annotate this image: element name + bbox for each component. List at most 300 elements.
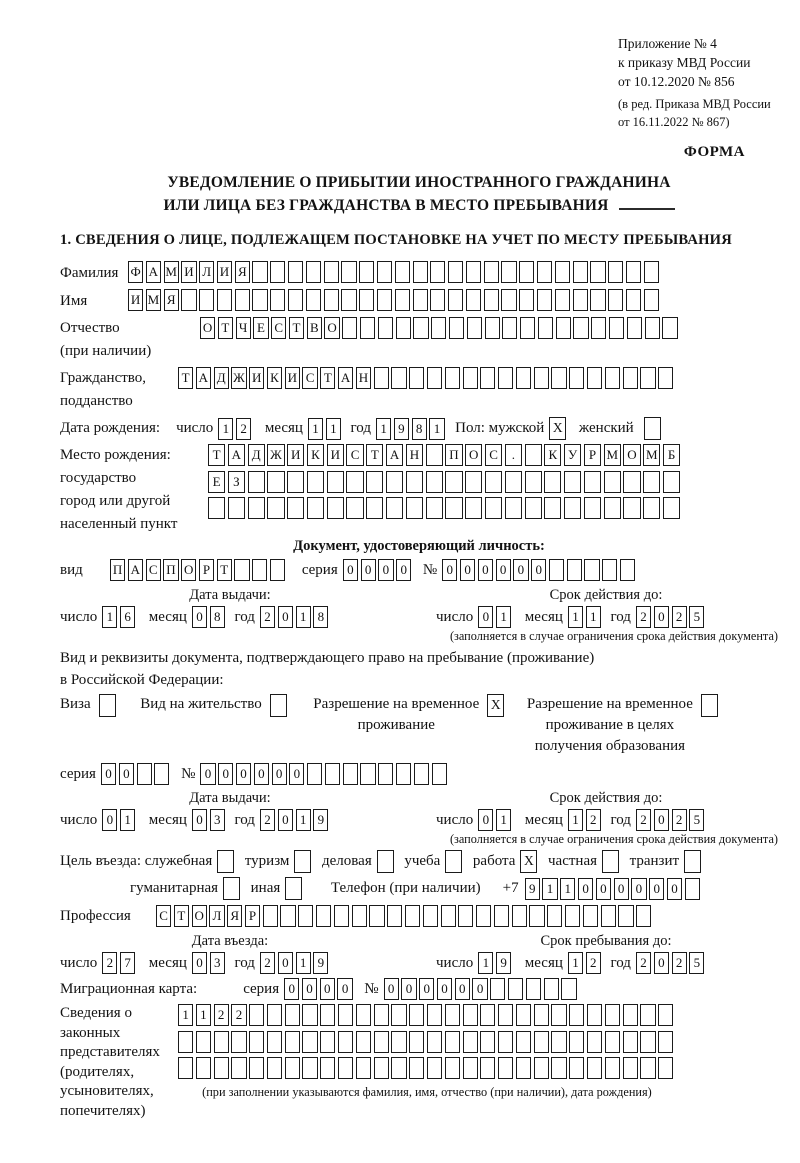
- char-box[interactable]: Ф: [128, 261, 143, 283]
- char-box[interactable]: [605, 367, 620, 389]
- char-box[interactable]: [427, 367, 442, 389]
- char-box[interactable]: 0: [378, 559, 393, 581]
- char-box[interactable]: [590, 261, 605, 283]
- char-box[interactable]: [445, 1004, 460, 1026]
- char-box[interactable]: [263, 905, 278, 927]
- char-box[interactable]: [626, 289, 641, 311]
- char-box[interactable]: [369, 905, 384, 927]
- char-box[interactable]: [551, 1004, 566, 1026]
- char-box[interactable]: З: [228, 471, 245, 493]
- char-box[interactable]: [178, 1057, 193, 1079]
- char-box[interactable]: И: [128, 289, 143, 311]
- char-box[interactable]: [267, 1031, 282, 1053]
- char-box[interactable]: [565, 905, 580, 927]
- char-box[interactable]: 0: [361, 559, 376, 581]
- char-box[interactable]: 2: [260, 952, 275, 974]
- char-box[interactable]: [231, 1031, 246, 1053]
- char-box[interactable]: [618, 905, 633, 927]
- char-box[interactable]: [498, 367, 513, 389]
- char-box[interactable]: [298, 905, 313, 927]
- char-box[interactable]: 0: [119, 763, 134, 785]
- char-box[interactable]: [445, 367, 460, 389]
- char-box[interactable]: [525, 497, 542, 519]
- char-box[interactable]: [658, 367, 673, 389]
- char-box[interactable]: [306, 261, 321, 283]
- char-box[interactable]: [465, 497, 482, 519]
- char-box[interactable]: [285, 1057, 300, 1079]
- char-box[interactable]: [427, 1004, 442, 1026]
- char-box[interactable]: [267, 471, 284, 493]
- char-box[interactable]: [609, 317, 624, 339]
- char-box[interactable]: 0: [218, 763, 233, 785]
- char-box[interactable]: [623, 497, 640, 519]
- char-box[interactable]: [302, 1057, 317, 1079]
- char-box[interactable]: [413, 317, 428, 339]
- char-box[interactable]: [463, 1031, 478, 1053]
- char-box[interactable]: [327, 471, 344, 493]
- char-box[interactable]: [409, 1057, 424, 1079]
- char-box[interactable]: 0: [284, 978, 299, 1000]
- char-box[interactable]: [307, 497, 324, 519]
- char-box[interactable]: 0: [102, 809, 117, 831]
- char-box[interactable]: [366, 497, 383, 519]
- char-box[interactable]: 0: [455, 978, 470, 1000]
- char-box[interactable]: О: [324, 317, 339, 339]
- char-box[interactable]: [701, 694, 718, 717]
- char-box[interactable]: 0: [254, 763, 269, 785]
- char-box[interactable]: [427, 1057, 442, 1079]
- char-box[interactable]: 2: [672, 809, 687, 831]
- char-box[interactable]: К: [544, 444, 561, 466]
- char-box[interactable]: [569, 1004, 584, 1026]
- char-box[interactable]: 2: [586, 809, 601, 831]
- char-box[interactable]: 2: [636, 809, 651, 831]
- char-box[interactable]: 0: [320, 978, 335, 1000]
- char-box[interactable]: [386, 471, 403, 493]
- char-box[interactable]: 2: [636, 606, 651, 628]
- char-box[interactable]: Т: [208, 444, 225, 466]
- char-box[interactable]: А: [338, 367, 353, 389]
- char-box[interactable]: .: [505, 444, 522, 466]
- char-box[interactable]: 8: [210, 606, 225, 628]
- char-box[interactable]: [516, 367, 531, 389]
- char-box[interactable]: [640, 367, 655, 389]
- char-box[interactable]: [445, 1057, 460, 1079]
- char-box[interactable]: К: [307, 444, 324, 466]
- char-box[interactable]: [463, 1004, 478, 1026]
- char-box[interactable]: [525, 471, 542, 493]
- char-box[interactable]: [485, 317, 500, 339]
- char-box[interactable]: 9: [496, 952, 511, 974]
- char-box[interactable]: Д: [214, 367, 229, 389]
- char-box[interactable]: [534, 1031, 549, 1053]
- char-box[interactable]: [643, 497, 660, 519]
- char-box[interactable]: [356, 1004, 371, 1026]
- char-box[interactable]: 1: [308, 418, 323, 440]
- char-box[interactable]: [662, 317, 677, 339]
- char-box[interactable]: [395, 289, 410, 311]
- char-box[interactable]: [448, 261, 463, 283]
- char-box[interactable]: [556, 317, 571, 339]
- char-box[interactable]: [252, 289, 267, 311]
- char-box[interactable]: [534, 1004, 549, 1026]
- char-box[interactable]: 0: [419, 978, 434, 1000]
- char-box[interactable]: 1: [478, 952, 493, 974]
- char-box[interactable]: [359, 261, 374, 283]
- char-box[interactable]: 2: [672, 952, 687, 974]
- char-box[interactable]: [406, 471, 423, 493]
- char-box[interactable]: [374, 1057, 389, 1079]
- char-box[interactable]: [430, 261, 445, 283]
- char-box[interactable]: [465, 471, 482, 493]
- char-box[interactable]: 1: [568, 606, 583, 628]
- char-box[interactable]: [249, 1031, 264, 1053]
- char-box[interactable]: [346, 471, 363, 493]
- char-box[interactable]: А: [146, 261, 161, 283]
- char-box[interactable]: [537, 289, 552, 311]
- char-box[interactable]: [409, 1004, 424, 1026]
- char-box[interactable]: [445, 850, 462, 873]
- char-box[interactable]: 0: [472, 978, 487, 1000]
- char-box[interactable]: 0: [278, 952, 293, 974]
- char-box[interactable]: 0: [478, 559, 493, 581]
- char-box[interactable]: 5: [689, 809, 704, 831]
- char-box[interactable]: Т: [174, 905, 189, 927]
- char-box[interactable]: С: [485, 444, 502, 466]
- char-box[interactable]: [445, 497, 462, 519]
- char-box[interactable]: [644, 261, 659, 283]
- char-box[interactable]: [544, 471, 561, 493]
- char-box[interactable]: [525, 444, 542, 466]
- char-box[interactable]: 1: [429, 418, 444, 440]
- char-box[interactable]: 0: [236, 763, 251, 785]
- char-box[interactable]: [547, 905, 562, 927]
- char-box[interactable]: [529, 905, 544, 927]
- char-box[interactable]: [587, 1057, 602, 1079]
- char-box[interactable]: [178, 1031, 193, 1053]
- char-box[interactable]: [620, 559, 635, 581]
- char-box[interactable]: 0: [667, 878, 682, 900]
- char-box[interactable]: 2: [102, 952, 117, 974]
- char-box[interactable]: [544, 497, 561, 519]
- char-box[interactable]: 0: [631, 878, 646, 900]
- char-box[interactable]: [267, 1057, 282, 1079]
- char-box[interactable]: [391, 367, 406, 389]
- char-box[interactable]: 0: [531, 559, 546, 581]
- char-box[interactable]: [583, 905, 598, 927]
- char-box[interactable]: [377, 289, 392, 311]
- char-box[interactable]: [343, 763, 358, 785]
- char-box[interactable]: 0: [101, 763, 116, 785]
- char-box[interactable]: [409, 1031, 424, 1053]
- char-box[interactable]: [287, 497, 304, 519]
- char-box[interactable]: [267, 497, 284, 519]
- char-box[interactable]: [316, 905, 331, 927]
- char-box[interactable]: [302, 1004, 317, 1026]
- char-box[interactable]: Е: [253, 317, 268, 339]
- char-box[interactable]: [516, 1004, 531, 1026]
- char-box[interactable]: [501, 261, 516, 283]
- char-box[interactable]: [307, 471, 324, 493]
- char-box[interactable]: 1: [542, 878, 557, 900]
- char-box[interactable]: [406, 497, 423, 519]
- char-box[interactable]: [644, 289, 659, 311]
- char-box[interactable]: 0: [614, 878, 629, 900]
- char-box[interactable]: [567, 559, 582, 581]
- char-box[interactable]: 0: [401, 978, 416, 1000]
- char-box[interactable]: [501, 289, 516, 311]
- char-box[interactable]: [307, 763, 322, 785]
- char-box[interactable]: Ж: [231, 367, 246, 389]
- char-box[interactable]: 8: [412, 418, 427, 440]
- char-box[interactable]: [658, 1004, 673, 1026]
- char-box[interactable]: [285, 877, 302, 900]
- char-box[interactable]: [441, 905, 456, 927]
- char-box[interactable]: [584, 471, 601, 493]
- char-box[interactable]: [248, 497, 265, 519]
- char-box[interactable]: [512, 905, 527, 927]
- char-box[interactable]: 1: [120, 809, 135, 831]
- char-box[interactable]: 2: [231, 1004, 246, 1026]
- char-box[interactable]: Р: [199, 559, 214, 581]
- char-box[interactable]: 1: [568, 809, 583, 831]
- char-box[interactable]: [467, 317, 482, 339]
- char-box[interactable]: 1: [196, 1004, 211, 1026]
- char-box[interactable]: 2: [586, 952, 601, 974]
- char-box[interactable]: [214, 1031, 229, 1053]
- char-box[interactable]: Т: [217, 559, 232, 581]
- char-box[interactable]: 1: [218, 418, 233, 440]
- char-box[interactable]: 0: [649, 878, 664, 900]
- char-box[interactable]: Т: [218, 317, 233, 339]
- char-box[interactable]: 0: [596, 878, 611, 900]
- char-box[interactable]: О: [465, 444, 482, 466]
- char-box[interactable]: [640, 1057, 655, 1079]
- char-box[interactable]: [601, 905, 616, 927]
- char-box[interactable]: [494, 905, 509, 927]
- char-box[interactable]: [480, 367, 495, 389]
- char-box[interactable]: [285, 1004, 300, 1026]
- char-box[interactable]: [623, 1004, 638, 1026]
- char-box[interactable]: [516, 1031, 531, 1053]
- char-box[interactable]: [430, 289, 445, 311]
- char-box[interactable]: [288, 261, 303, 283]
- char-box[interactable]: М: [604, 444, 621, 466]
- char-box[interactable]: О: [200, 317, 215, 339]
- char-box[interactable]: О: [623, 444, 640, 466]
- char-box[interactable]: [484, 261, 499, 283]
- char-box[interactable]: [228, 497, 245, 519]
- char-box[interactable]: 6: [120, 606, 135, 628]
- char-box[interactable]: [359, 289, 374, 311]
- char-box[interactable]: [409, 367, 424, 389]
- char-box[interactable]: 1: [496, 809, 511, 831]
- char-box[interactable]: 0: [496, 559, 511, 581]
- char-box[interactable]: [234, 559, 249, 581]
- char-box[interactable]: С: [146, 559, 161, 581]
- char-box[interactable]: [555, 261, 570, 283]
- char-box[interactable]: 0: [192, 809, 207, 831]
- char-box[interactable]: [602, 850, 619, 873]
- char-box[interactable]: [640, 1004, 655, 1026]
- char-box[interactable]: [636, 905, 651, 927]
- char-box[interactable]: С: [302, 367, 317, 389]
- char-box[interactable]: [395, 261, 410, 283]
- char-box[interactable]: [341, 289, 356, 311]
- char-box[interactable]: [285, 1031, 300, 1053]
- char-box[interactable]: [377, 261, 392, 283]
- char-box[interactable]: [396, 763, 411, 785]
- char-box[interactable]: П: [163, 559, 178, 581]
- char-box[interactable]: [549, 559, 564, 581]
- char-box[interactable]: [505, 471, 522, 493]
- char-box[interactable]: [360, 317, 375, 339]
- char-box[interactable]: [555, 289, 570, 311]
- char-box[interactable]: [252, 261, 267, 283]
- char-box[interactable]: [386, 497, 403, 519]
- char-box[interactable]: [396, 317, 411, 339]
- char-box[interactable]: 0: [478, 809, 493, 831]
- char-box[interactable]: [485, 471, 502, 493]
- char-box[interactable]: [217, 289, 232, 311]
- char-box[interactable]: 0: [460, 559, 475, 581]
- char-box[interactable]: О: [192, 905, 207, 927]
- char-box[interactable]: Л: [209, 905, 224, 927]
- char-box[interactable]: [137, 763, 152, 785]
- char-box[interactable]: [217, 850, 234, 873]
- char-box[interactable]: [338, 1031, 353, 1053]
- char-box[interactable]: [484, 289, 499, 311]
- char-box[interactable]: 0: [302, 978, 317, 1000]
- char-box[interactable]: 2: [214, 1004, 229, 1026]
- char-box[interactable]: [267, 1004, 282, 1026]
- char-box[interactable]: [320, 1057, 335, 1079]
- char-box[interactable]: [490, 978, 505, 1000]
- char-box[interactable]: 3: [210, 809, 225, 831]
- char-box[interactable]: Я: [164, 289, 179, 311]
- char-box[interactable]: [449, 317, 464, 339]
- char-box[interactable]: А: [196, 367, 211, 389]
- char-box[interactable]: Ч: [236, 317, 251, 339]
- char-box[interactable]: [320, 1031, 335, 1053]
- char-box[interactable]: [658, 1057, 673, 1079]
- char-box[interactable]: [360, 763, 375, 785]
- char-box[interactable]: [623, 1031, 638, 1053]
- char-box[interactable]: [463, 1057, 478, 1079]
- char-box[interactable]: [426, 497, 443, 519]
- char-box[interactable]: Н: [356, 367, 371, 389]
- char-box[interactable]: Ж: [267, 444, 284, 466]
- char-box[interactable]: [626, 261, 641, 283]
- char-box[interactable]: [623, 471, 640, 493]
- char-box[interactable]: [663, 497, 680, 519]
- char-box[interactable]: [249, 1057, 264, 1079]
- char-box[interactable]: [466, 261, 481, 283]
- char-box[interactable]: М: [643, 444, 660, 466]
- char-box[interactable]: [485, 497, 502, 519]
- char-box[interactable]: [526, 978, 541, 1000]
- char-box[interactable]: [551, 1031, 566, 1053]
- char-box[interactable]: И: [287, 444, 304, 466]
- char-box[interactable]: [534, 367, 549, 389]
- char-box[interactable]: Т: [366, 444, 383, 466]
- char-box[interactable]: 1: [296, 809, 311, 831]
- char-box[interactable]: 0: [289, 763, 304, 785]
- char-box[interactable]: [391, 1004, 406, 1026]
- char-box[interactable]: [208, 497, 225, 519]
- char-box[interactable]: [591, 317, 606, 339]
- char-box[interactable]: [287, 471, 304, 493]
- char-box[interactable]: 0: [192, 952, 207, 974]
- char-box[interactable]: [154, 763, 169, 785]
- char-box[interactable]: А: [386, 444, 403, 466]
- char-box[interactable]: [214, 1057, 229, 1079]
- char-box[interactable]: 1: [560, 878, 575, 900]
- char-box[interactable]: 1: [296, 952, 311, 974]
- char-box[interactable]: [587, 367, 602, 389]
- char-box[interactable]: 0: [278, 606, 293, 628]
- char-box[interactable]: 0: [437, 978, 452, 1000]
- char-box[interactable]: 2: [636, 952, 651, 974]
- char-box[interactable]: 5: [689, 952, 704, 974]
- char-box[interactable]: [294, 850, 311, 873]
- char-box[interactable]: [249, 1004, 264, 1026]
- char-box[interactable]: Р: [584, 444, 601, 466]
- char-box[interactable]: [623, 1057, 638, 1079]
- char-box[interactable]: [431, 317, 446, 339]
- char-box[interactable]: 1: [586, 606, 601, 628]
- char-box[interactable]: У: [564, 444, 581, 466]
- char-box[interactable]: 1: [102, 606, 117, 628]
- char-box[interactable]: [248, 471, 265, 493]
- char-box[interactable]: [534, 1057, 549, 1079]
- char-box[interactable]: [573, 317, 588, 339]
- char-box[interactable]: [537, 261, 552, 283]
- char-box[interactable]: П: [445, 444, 462, 466]
- char-box[interactable]: [181, 289, 196, 311]
- char-box[interactable]: [356, 1057, 371, 1079]
- char-box[interactable]: [480, 1057, 495, 1079]
- char-box[interactable]: 0: [384, 978, 399, 1000]
- char-box[interactable]: [231, 1057, 246, 1079]
- char-box[interactable]: 0: [272, 763, 287, 785]
- char-box[interactable]: [306, 289, 321, 311]
- char-box[interactable]: [374, 367, 389, 389]
- char-box[interactable]: [508, 978, 523, 1000]
- char-box[interactable]: Д: [248, 444, 265, 466]
- char-box[interactable]: [352, 905, 367, 927]
- char-box[interactable]: [414, 763, 429, 785]
- char-box[interactable]: М: [164, 261, 179, 283]
- char-box[interactable]: 2: [260, 809, 275, 831]
- char-box[interactable]: К: [267, 367, 282, 389]
- char-box[interactable]: [551, 367, 566, 389]
- char-box[interactable]: [627, 317, 642, 339]
- char-box[interactable]: 0: [278, 809, 293, 831]
- char-box[interactable]: [346, 497, 363, 519]
- char-box[interactable]: 0: [396, 559, 411, 581]
- char-box[interactable]: [270, 694, 287, 717]
- char-box[interactable]: 9: [313, 952, 328, 974]
- char-box[interactable]: [448, 289, 463, 311]
- char-box[interactable]: И: [249, 367, 264, 389]
- char-box[interactable]: [645, 317, 660, 339]
- char-box[interactable]: [480, 1031, 495, 1053]
- char-box[interactable]: [270, 261, 285, 283]
- char-box[interactable]: 1: [376, 418, 391, 440]
- char-box[interactable]: [519, 289, 534, 311]
- char-box[interactable]: [605, 1031, 620, 1053]
